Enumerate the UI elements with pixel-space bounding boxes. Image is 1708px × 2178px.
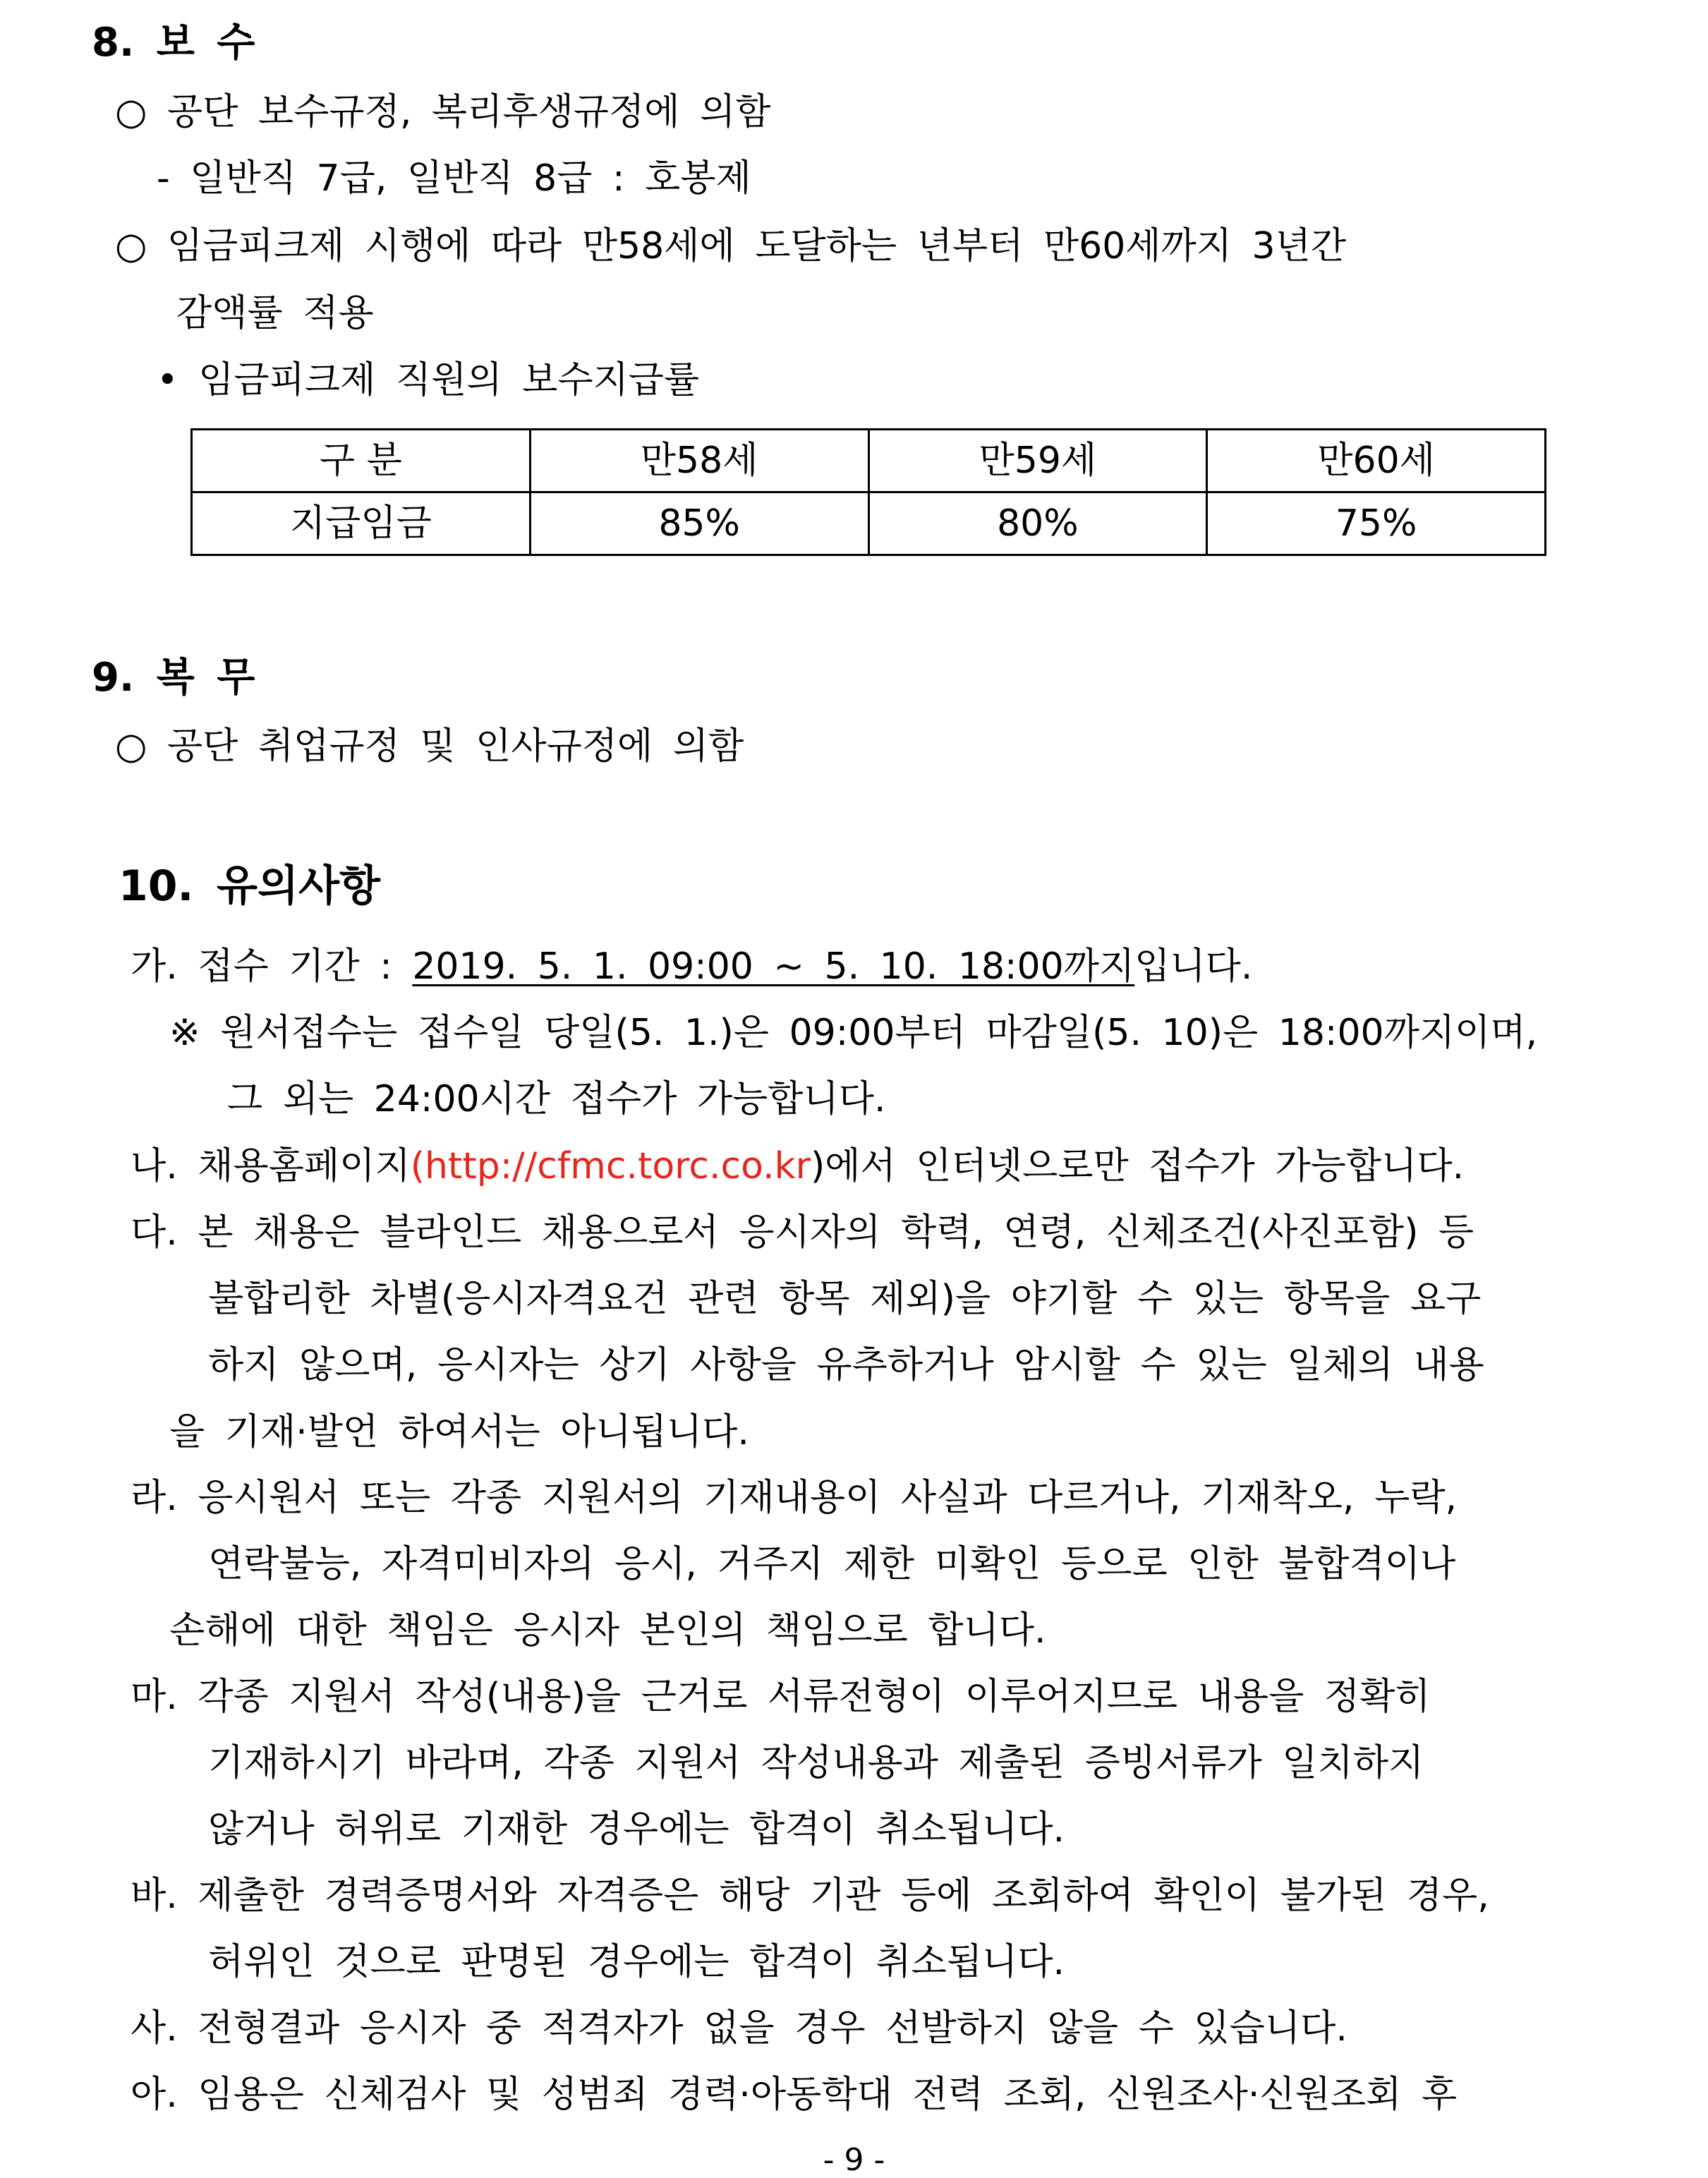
table-cell: 80% [868, 492, 1207, 555]
table-cell: 지급임금 [192, 492, 531, 555]
section-8-sub-item: - 일반직 7급, 일반직 8급 : 호봉제 [157, 157, 751, 200]
notice-na [131, 1144, 1464, 1188]
notice-ra-line: 연락불능, 자격미비자의 응시, 거주지 제한 미확인 등으로 인한 불합격이나 [208, 1543, 1456, 1585]
section-10-title: 10. 유의사항 [119, 861, 381, 911]
section-8-dot-item: • 임금피크제 직원의 보수지급률 [157, 359, 700, 401]
notice-note-line-2: 그 외는 24:00시간 접수가 가능합니다. [227, 1078, 886, 1120]
notice-a: 아. 임용은 신체검사 및 성범죄 경력·아동학대 전력 조회, 신원조사·신원조회 후 [131, 2074, 1458, 2116]
section-8-bullet-1: ○ 공단 보수규정, 복리후생규정에 의함 [115, 91, 771, 133]
section-8-bullet-2-line-1: ○ 임금피크제 시행에 따라 만58세에 도달하는 년부터 만60세까지 3년간 [115, 225, 1347, 267]
notice-na-prefix: 나. 채용홈페이지 [131, 1145, 411, 1187]
notice-da-line: 하지 않으며, 응시자는 상기 사항을 유추하거나 암시할 수 있는 일체의 내용 [208, 1344, 1484, 1386]
section-8-bullet-2-line-2: 감액률 적용 [176, 292, 374, 334]
notice-sa: 사. 전형결과 응시자 중 적격자가 없을 경우 선발하지 않을 수 있습니다. [131, 2007, 1347, 2050]
notice-ga-suffix: 입니다. [1134, 945, 1253, 988]
notice-ba-line: 바. 제출한 경력증명서와 자격증은 해당 기관 등에 조회하여 확인이 불가된 경우, [131, 1875, 1489, 1917]
notice-ma-line: 기재하시기 바라며, 각종 지원서 작성내용과 제출된 증빙서류가 일치하지 [208, 1742, 1424, 1784]
section-9-title: 9. 복 무 [92, 655, 255, 701]
notice-na-suffix: )에서 인터넷으로만 접수가 가능합니다. [811, 1145, 1465, 1187]
table-header-cell: 만60세 [1207, 430, 1546, 492]
notice-ra-line: 라. 응시원서 또는 각종 지원서의 기재내용이 사실과 다르거나, 기재착오, 누락, [131, 1477, 1458, 1519]
table-cell: 85% [530, 492, 868, 555]
notice-ga [131, 945, 1252, 988]
notice-ra-line: 손해에 대한 책임은 응시자 본인의 책임으로 합니다. [169, 1609, 1046, 1652]
table-header-cell: 만58세 [530, 430, 868, 492]
section-9-bullet-1: ○ 공단 취업규정 및 인사규정에 의함 [115, 725, 744, 768]
pay-rate-table [190, 428, 1546, 556]
table-header-cell: 구 분 [192, 430, 531, 492]
page-number: - 9 - [823, 2142, 885, 2178]
section-8-title: 8. 보 수 [92, 20, 255, 66]
notice-da-line: 불합리한 차별(응시자격요건 관련 항목 제외)을 야기할 수 있는 항목을 요구 [208, 1278, 1482, 1320]
table-cell: 75% [1207, 492, 1546, 555]
notice-ma-line: 마. 각종 지원서 작성(내용)을 근거로 서류전형이 이루어지므로 내용을 정확히 [131, 1676, 1431, 1718]
notice-da-line: 다. 본 채용은 블라인드 채용으로서 응시자의 학력, 연령, 신체조건(사진포함) 등 [131, 1211, 1474, 1254]
notice-ga-prefix: 가. 접수 기간 : [131, 945, 413, 988]
table-row [192, 492, 1546, 555]
table-header-cell: 만59세 [868, 430, 1207, 492]
notice-da-line: 을 기재·발언 하여서는 아니됩니다. [169, 1411, 749, 1453]
recruitment-site-link[interactable]: (http://cfmc.torc.co.kr [410, 1145, 811, 1187]
notice-ma-line: 않거나 허위로 기재한 경우에는 합격이 취소됩니다. [208, 1808, 1065, 1851]
notice-note-line-1: ※ 원서접수는 접수일 당일(5. 1.)은 09:00부터 마감일(5. 10)은 18:00까지이며, [169, 1012, 1538, 1054]
application-period: 2019. 5. 1. 09:00 ~ 5. 10. 18:00까지 [412, 945, 1135, 988]
table-header-row [192, 430, 1546, 492]
notice-ba-line: 허위인 것으로 판명된 경우에는 합격이 취소됩니다. [208, 1941, 1065, 1983]
